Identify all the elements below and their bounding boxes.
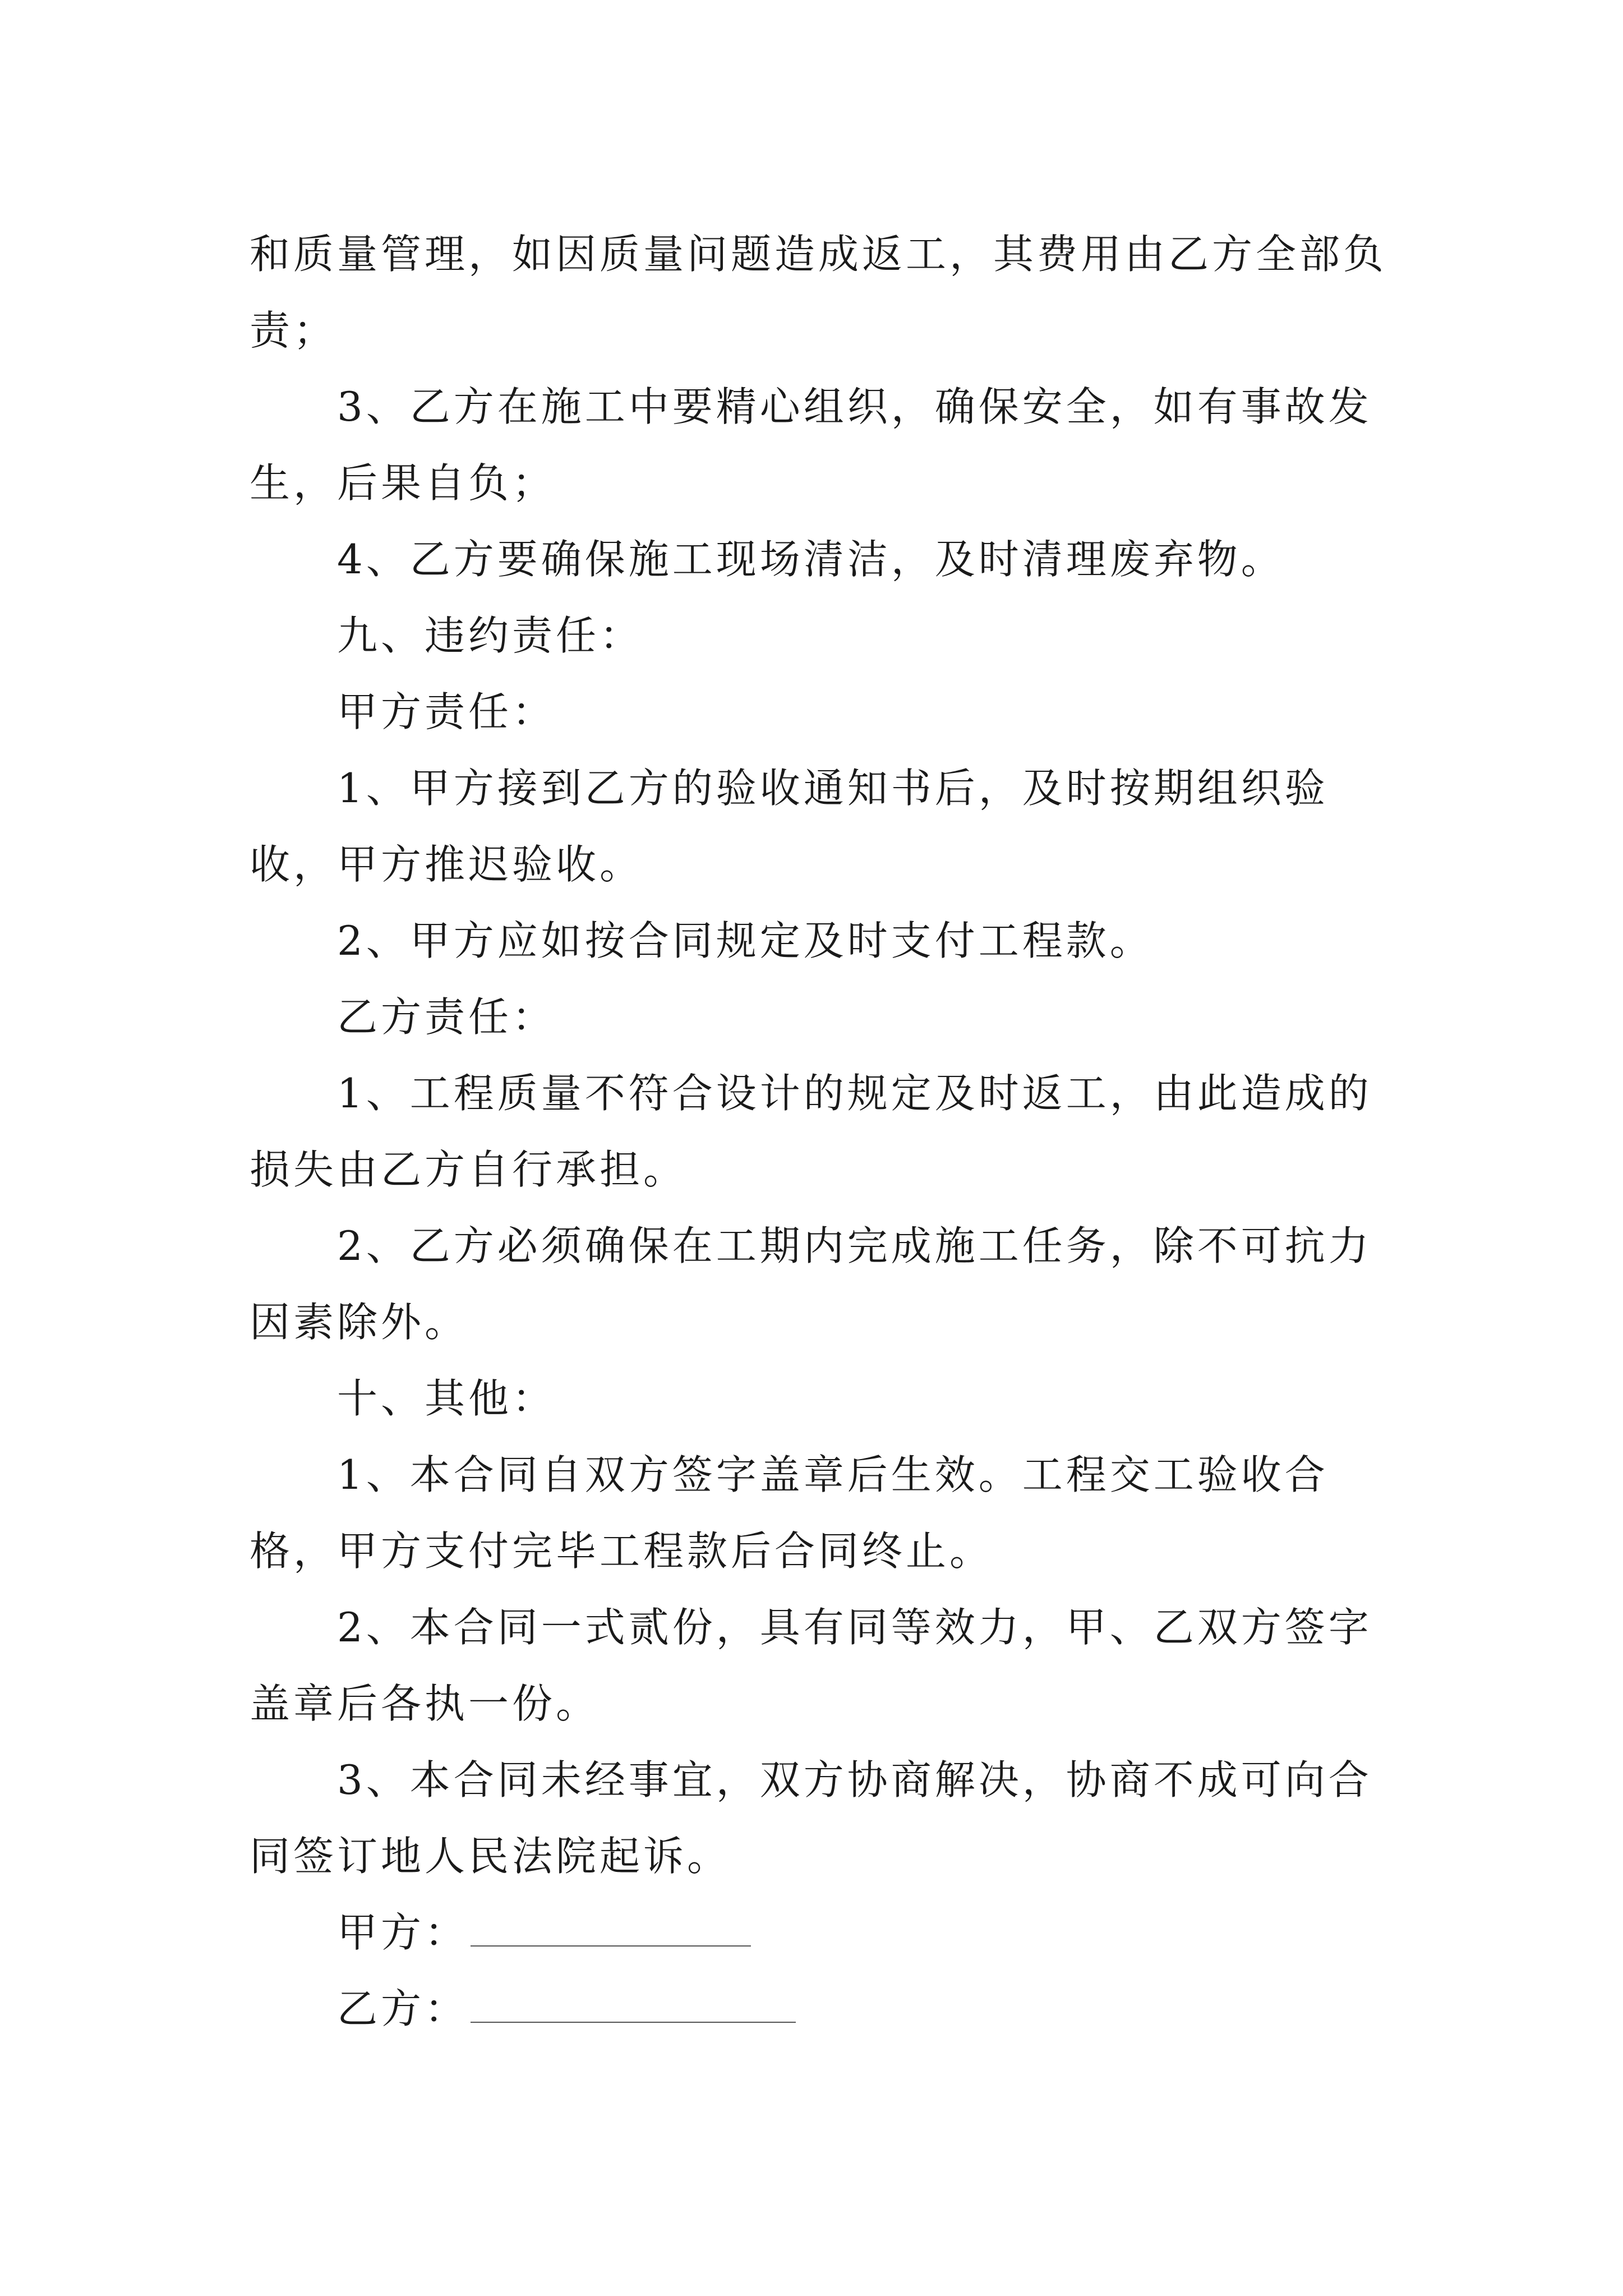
signature-party-b-label: 乙方： bbox=[337, 1985, 469, 2032]
subheading-party-a-liability: 甲方责任： bbox=[337, 688, 556, 735]
section-heading-other: 十、其他： bbox=[337, 1375, 556, 1422]
section-heading-liability: 九、违约责任： bbox=[337, 612, 644, 659]
signature-party-a bbox=[250, 1894, 1388, 1971]
paragraph-site-cleanliness: 4、乙方要确保施工现场清洁，及时清理废弃物。 bbox=[337, 536, 1285, 583]
paragraph-party-a-item-2: 2、甲方应如按合同规定及时支付工程款。 bbox=[337, 917, 1154, 964]
signature-party-b bbox=[250, 1971, 1388, 2047]
document-body bbox=[250, 216, 1388, 2047]
signature-party-a-line bbox=[471, 1923, 751, 1947]
paragraph-safety: 3、乙方在施工中要精心组织，确保安全，如有事故发生，后果自负； bbox=[250, 383, 1372, 507]
paragraph-quality-continued: 和质量管理，如因质量问题造成返工，其费用由乙方全部负责； bbox=[250, 231, 1387, 354]
subheading-party-b-liability: 乙方责任： bbox=[337, 993, 556, 1041]
paragraph-other-item-2: 2、本合同一式贰份，具有同等效力，甲、乙双方签字盖章后各执一份。 bbox=[250, 1604, 1372, 1727]
paragraph-party-b-item-1: 1、工程质量不符合设计的规定及时返工，由此造成的损失由乙方自行承担。 bbox=[250, 1070, 1372, 1193]
paragraph-party-a-item-1: 1、甲方接到乙方的验收通知书后，及时按期组织验收，甲方推迟验收。 bbox=[250, 765, 1329, 888]
paragraph-other-item-3: 3、本合同未经事宜，双方协商解决，协商不成可向合同签订地人民法院起诉。 bbox=[250, 1756, 1372, 1880]
paragraph-party-b-item-2: 2、乙方必须确保在工期内完成施工任务，除不可抗力因素除外。 bbox=[250, 1222, 1372, 1346]
signature-party-b-line bbox=[471, 1999, 796, 2023]
paragraph-other-item-1: 1、本合同自双方签字盖章后生效。工程交工验收合格，甲方支付完毕工程款后合同终止。 bbox=[250, 1451, 1329, 1575]
signature-party-a-label: 甲方： bbox=[337, 1909, 469, 1956]
